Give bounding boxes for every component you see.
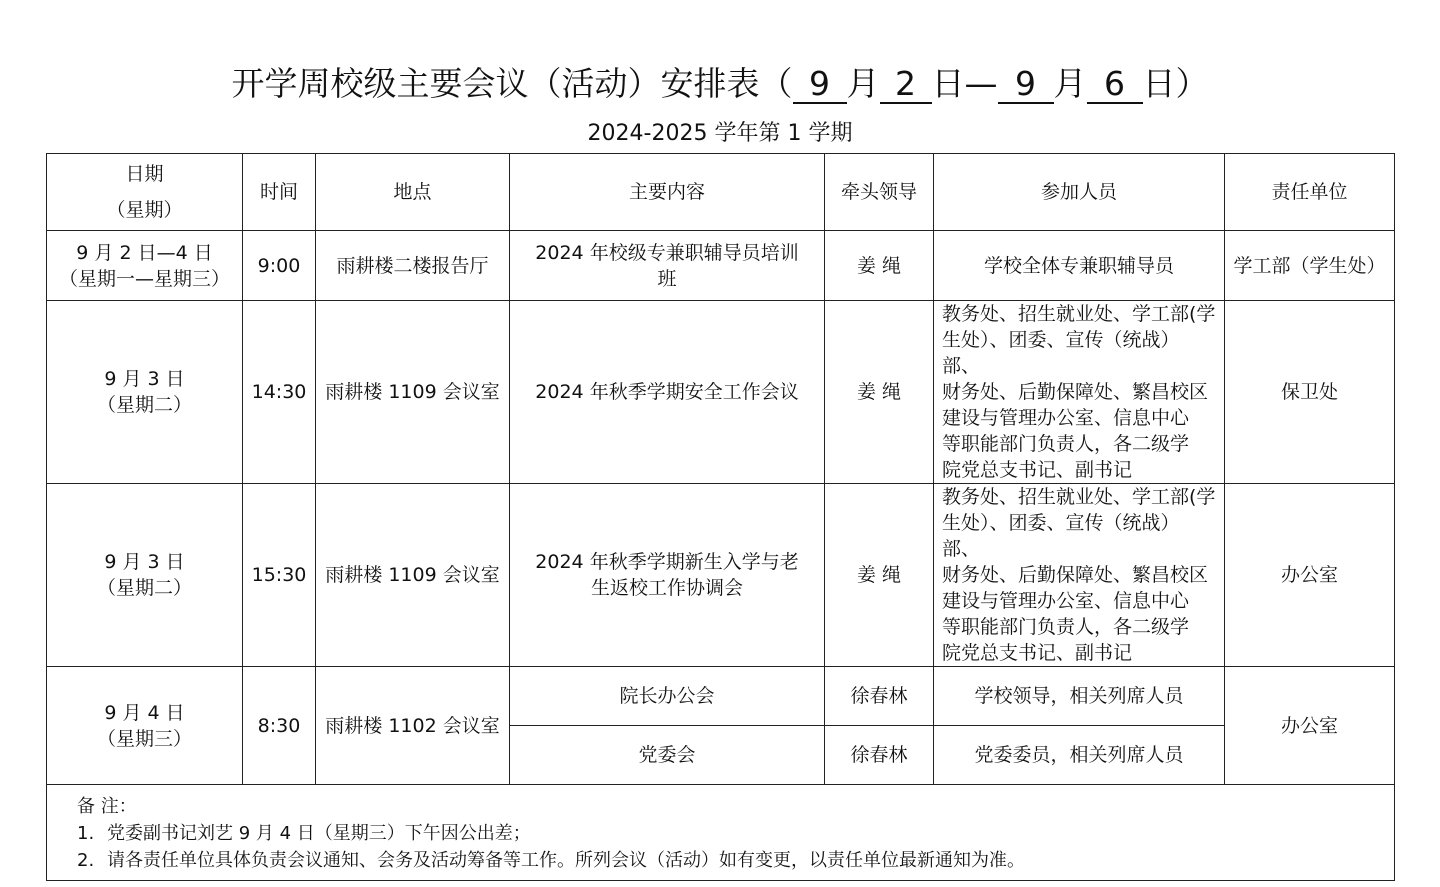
note-number: 2. bbox=[77, 850, 95, 871]
table-row bbox=[47, 484, 1395, 667]
month-char: 月 bbox=[846, 64, 880, 103]
table-row bbox=[47, 231, 1395, 301]
participants-cell bbox=[934, 484, 1225, 667]
time-cell: 8:30 bbox=[243, 667, 316, 785]
weekday-text: （星期二） bbox=[96, 577, 192, 599]
header-content: 主要内容 bbox=[510, 154, 825, 231]
participants-line: 财务处、后勤保障处、繁昌校区 bbox=[942, 564, 1209, 586]
participants-line: 教务处、招生就业处、学工部(学 bbox=[942, 486, 1216, 508]
content-text: 2024 年校级专兼职辅导员培训 bbox=[535, 241, 799, 264]
content-text: 班 bbox=[657, 267, 677, 290]
notes-heading: 备 注： bbox=[77, 796, 137, 817]
unit-cell: 办公室 bbox=[1225, 667, 1395, 785]
note-item bbox=[77, 847, 1384, 874]
weekday-text: （星期一—星期三） bbox=[58, 267, 230, 290]
weekday-text: （星期二） bbox=[96, 394, 192, 416]
content-cell: 2024 年秋季学期安全工作会议 bbox=[510, 301, 825, 484]
location-cell: 雨耕楼 1109 会议室 bbox=[316, 484, 510, 667]
note-number: 1. bbox=[77, 823, 95, 844]
participants-line: 建设与管理办公室、信息中心 bbox=[942, 590, 1190, 612]
leader-cell: 姜 绳 bbox=[825, 301, 934, 484]
leader-cell: 徐春林 bbox=[825, 726, 934, 785]
page-title bbox=[0, 62, 1440, 106]
date-cell bbox=[47, 301, 243, 484]
participants-cell bbox=[934, 301, 1225, 484]
content-cell: 党委会 bbox=[510, 726, 825, 785]
participants-line: 财务处、后勤保障处、繁昌校区 bbox=[942, 381, 1209, 403]
time-cell: 15:30 bbox=[243, 484, 316, 667]
day-close: 日） bbox=[1142, 64, 1209, 103]
header-date bbox=[47, 154, 243, 231]
notes-cell bbox=[47, 785, 1395, 881]
leader-cell: 姜 绳 bbox=[825, 484, 934, 667]
location-cell: 雨耕楼 1102 会议室 bbox=[316, 667, 510, 785]
page-subtitle: 2024-2025 学年第 1 学期 bbox=[587, 121, 853, 146]
leader-cell: 徐春林 bbox=[825, 667, 934, 726]
table-row bbox=[47, 667, 1395, 726]
header-location: 地点 bbox=[316, 154, 510, 231]
header-participants: 参加人员 bbox=[934, 154, 1225, 231]
header-date-label: 日期 bbox=[125, 163, 164, 185]
schedule-table bbox=[46, 153, 1395, 881]
participants-line: 生处）、团委、宣传（统战）部、 bbox=[942, 329, 1180, 377]
month-char: 月 bbox=[1053, 64, 1087, 103]
table-row bbox=[47, 301, 1395, 484]
location-cell: 雨耕楼二楼报告厅 bbox=[316, 231, 510, 301]
notes-row bbox=[47, 785, 1395, 881]
participants-line: 院党总支书记、副书记 bbox=[942, 459, 1133, 481]
date-cell bbox=[47, 484, 243, 667]
header-weekday-label: （星期） bbox=[106, 199, 183, 221]
participants-line: 生处）、团委、宣传（统战）部、 bbox=[942, 512, 1180, 560]
content-cell bbox=[510, 231, 825, 301]
header-time: 时间 bbox=[243, 154, 316, 231]
end-day: 6 bbox=[1087, 66, 1143, 104]
date-text: 9 月 4 日 bbox=[104, 701, 185, 724]
time-cell: 9:00 bbox=[243, 231, 316, 301]
participants-line: 建设与管理办公室、信息中心 bbox=[942, 407, 1190, 429]
participants-line: 等职能部门负责人，各二级学 bbox=[942, 616, 1190, 638]
content-cell: 院长办公会 bbox=[510, 667, 825, 726]
time-cell: 14:30 bbox=[243, 301, 316, 484]
content-cell bbox=[510, 484, 825, 667]
date-cell bbox=[47, 231, 243, 301]
participants-line: 等职能部门负责人，各二级学 bbox=[942, 433, 1190, 455]
title-prefix: 开学周校级主要会议（活动）安排表（ bbox=[231, 64, 793, 103]
content-text: 生返校工作协调会 bbox=[590, 577, 743, 599]
note-text: 请各责任单位具体负责会议通知、会务及活动筹备等工作。所列会议（活动）如有变更，以责任单位最新通知为准。 bbox=[107, 850, 1025, 871]
date-cell bbox=[47, 667, 243, 785]
participants-cell: 学校领导，相关列席人员 bbox=[934, 667, 1225, 726]
header-leader: 牵头领导 bbox=[825, 154, 934, 231]
end-month: 9 bbox=[998, 66, 1054, 104]
unit-cell: 学工部（学生处） bbox=[1225, 231, 1395, 301]
participants-line: 教务处、招生就业处、学工部(学 bbox=[942, 303, 1216, 325]
unit-cell: 办公室 bbox=[1225, 484, 1395, 667]
leader-cell: 姜 绳 bbox=[825, 231, 934, 301]
start-month: 9 bbox=[793, 66, 847, 104]
header-unit: 责任单位 bbox=[1225, 154, 1395, 231]
participants-cell: 学校全体专兼职辅导员 bbox=[934, 231, 1225, 301]
start-day: 2 bbox=[880, 66, 932, 104]
day-separator: 日— bbox=[931, 64, 998, 103]
location-cell: 雨耕楼 1109 会议室 bbox=[316, 301, 510, 484]
date-text: 9 月 2 日—4 日 bbox=[76, 241, 213, 264]
table-header-row bbox=[47, 154, 1395, 231]
participants-cell: 党委委员，相关列席人员 bbox=[934, 726, 1225, 785]
weekday-text: （星期三） bbox=[96, 727, 192, 750]
note-text: 党委副书记刘艺 9 月 4 日（星期三）下午因公出差； bbox=[107, 823, 531, 844]
unit-cell: 保卫处 bbox=[1225, 301, 1395, 484]
participants-line: 院党总支书记、副书记 bbox=[942, 642, 1133, 664]
date-text: 9 月 3 日 bbox=[104, 551, 185, 573]
content-text: 2024 年秋季学期新生入学与老 bbox=[535, 551, 799, 573]
date-text: 9 月 3 日 bbox=[104, 368, 185, 390]
note-item bbox=[77, 820, 1384, 847]
